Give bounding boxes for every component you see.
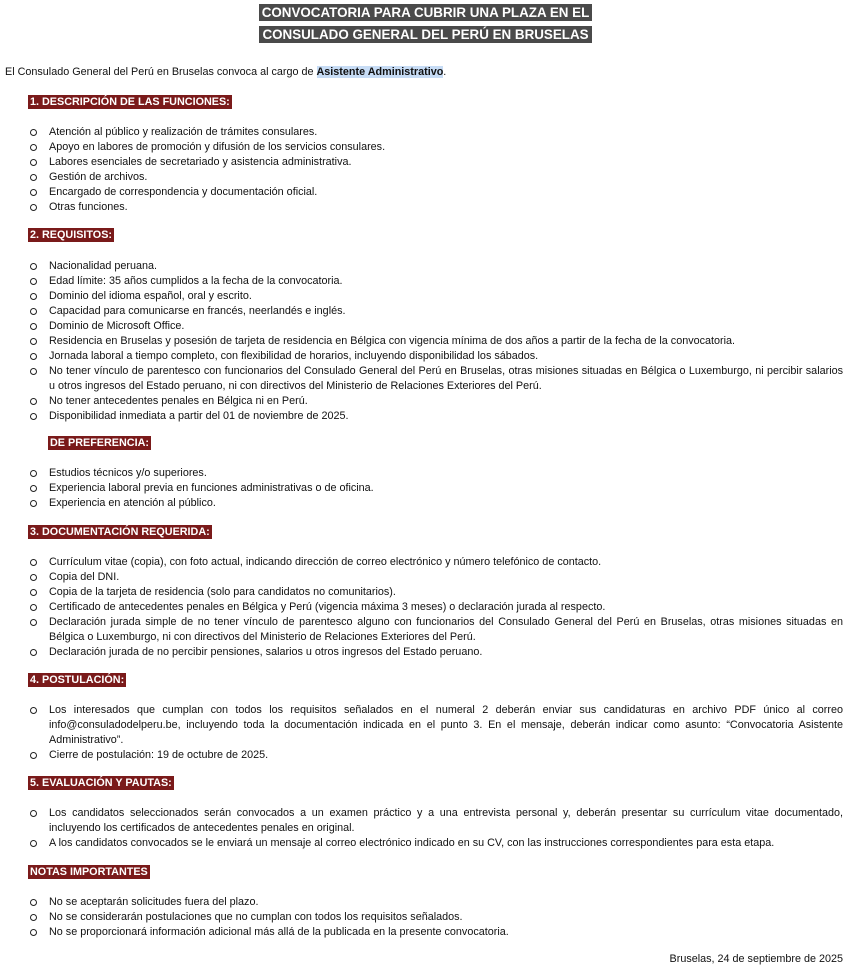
section-heading: NOTAS IMPORTANTES (30, 866, 148, 878)
list-item-text: No se proporcionará información adicional más allá de la publicada en la presente convocatoria. (49, 926, 509, 938)
bullet-list (28, 259, 843, 424)
list-item-text: Certificado de antecedentes penales en Bélgica y Perú (vigencia máxima 3 meses) o declaración jurada al respecto. (49, 601, 606, 613)
section-heading: DE PREFERENCIA: (50, 437, 149, 449)
list-item (28, 185, 843, 200)
list-item-text: Los interesados que cumplan con todos los requisitos señalados en el numeral 2 deberán enviar sus candidaturas en archivo PDF único al correo info@consuladodelperu.be, incluyendo toda la documentación indicada en el punto 3. En el mensaje, deberán indicar como asunto: “Convocatoria Asistente Administrativo”. (49, 704, 843, 746)
list-item (28, 925, 843, 940)
bullet-circle-icon (30, 899, 37, 906)
list-item (28, 600, 843, 615)
intro-paragraph (5, 65, 446, 80)
list-item (28, 319, 843, 334)
bullet-circle-icon (30, 129, 37, 136)
bullet-circle-icon (30, 368, 37, 375)
section-evaluacion (28, 776, 843, 851)
bullet-circle-icon (30, 159, 37, 166)
section-notas (28, 865, 843, 940)
list-item (28, 125, 843, 140)
list-item (28, 394, 843, 409)
list-item (28, 481, 843, 496)
list-item-text: Gestión de archivos. (49, 171, 148, 183)
bullet-circle-icon (30, 413, 37, 420)
list-item-text: Edad límite: 35 años cumplidos a la fecha de la convocatoria. (49, 275, 343, 287)
bullet-circle-icon (30, 338, 37, 345)
bullet-list (28, 895, 843, 940)
section-heading: 5. EVALUACIÓN Y PAUTAS: (30, 777, 172, 789)
list-item (28, 259, 843, 274)
bullet-list (28, 555, 843, 660)
list-item-text: Declaración jurada simple de no tener vínculo de parentesco alguno con funcionarios del Consulado General del Perú en Bruselas, otras misiones situadas en Bélgica o Luxemburgo, ni con directivos del Ministerio de Relaciones Exteriores del Perú. (49, 616, 843, 643)
list-item (28, 615, 843, 645)
list-item-text: Capacidad para comunicarse en francés, neerlandés e inglés. (49, 305, 346, 317)
list-item (28, 570, 843, 585)
list-item-text: Estudios técnicos y/o superiores. (49, 467, 207, 479)
bullet-circle-icon (30, 500, 37, 507)
section-funciones (28, 95, 843, 215)
list-item (28, 170, 843, 185)
bullet-circle-icon (30, 649, 37, 656)
list-item (28, 555, 843, 570)
list-item (28, 364, 843, 394)
list-item-text: Otras funciones. (49, 201, 128, 213)
list-item (28, 466, 843, 481)
bullet-circle-icon (30, 914, 37, 921)
bullet-circle-icon (30, 470, 37, 477)
title-line-1: CONVOCATORIA PARA CUBRIR UNA PLAZA EN EL (259, 4, 593, 21)
list-item-text: Residencia en Bruselas y posesión de tarjeta de residencia en Bélgica con vigencia mínima de dos años a partir de la fecha de la convocatoria. (49, 335, 736, 347)
section-heading: 1. DESCRIPCIÓN DE LAS FUNCIONES: (30, 96, 230, 108)
list-item-text: Apoyo en labores de promoción y difusión de los servicios consulares. (49, 141, 386, 153)
list-item-text: Atención al público y realización de trámites consulares. (49, 126, 318, 138)
bullet-list (28, 806, 843, 851)
list-item-text: No tener vínculo de parentesco con funcionarios del Consulado General del Perú en Bruselas, otras misiones situadas en Bélgica o Luxemburgo, ni percibir salarios u otros ingresos del Estado peruano, ni con directivos del Ministerio de Relaciones Exteriores del Perú. (49, 365, 843, 392)
list-item (28, 304, 843, 319)
list-item-text: Los candidatos seleccionados serán convocados a un examen práctico y a una entrevista personal y, deberán presentar su currículum vitae documentado, incluyendo los certificados de antecedentes penales en original. (49, 807, 843, 834)
closing-date: Bruselas, 24 de septiembre de 2025 (669, 953, 843, 965)
bullet-circle-icon (30, 263, 37, 270)
bullet-circle-icon (30, 308, 37, 315)
section-preferencia (28, 436, 843, 511)
section-heading: 2. REQUISITOS: (30, 229, 112, 241)
bullet-list (28, 466, 843, 511)
list-item-text: Nacionalidad peruana. (49, 260, 158, 272)
list-item (28, 349, 843, 364)
list-item (28, 140, 843, 155)
list-item (28, 703, 843, 748)
intro-text: El Consulado General del Perú en Bruselas convoca al cargo de (5, 66, 317, 78)
bullet-circle-icon (30, 752, 37, 759)
list-item (28, 274, 843, 289)
section-heading: 4. POSTULACIÓN: (30, 674, 125, 686)
list-item-text: No se aceptarán solicitudes fuera del plazo. (49, 896, 259, 908)
list-item-text: A los candidatos convocados se le enviará un mensaje al correo electrónico indicado en su CV, con las instrucciones correspondientes para esta etapa. (49, 837, 775, 849)
bullet-list (28, 703, 843, 763)
list-item (28, 200, 843, 215)
bullet-circle-icon (30, 323, 37, 330)
list-item (28, 806, 843, 836)
list-item-text: Declaración jurada de no percibir pensiones, salarios u otros ingresos del Estado peruano. (49, 646, 483, 658)
list-item-text: Experiencia laboral previa en funciones administrativas o de oficina. (49, 482, 374, 494)
list-item-text: No se considerarán postulaciones que no cumplan con todos los requisitos señalados. (49, 911, 463, 923)
list-item (28, 334, 843, 349)
title-line-2: CONSULADO GENERAL DEL PERÚ EN BRUSELAS (259, 26, 591, 43)
bullet-circle-icon (30, 810, 37, 817)
bullet-circle-icon (30, 144, 37, 151)
bullet-circle-icon (30, 189, 37, 196)
list-item (28, 496, 843, 511)
document-title (0, 4, 851, 44)
position-highlight: Asistente Administrativo (316, 66, 444, 78)
section-documentacion (28, 525, 843, 660)
bullet-list (28, 125, 843, 215)
section-postulacion (28, 673, 843, 763)
list-item-text: Copia de la tarjeta de residencia (solo para candidatos no comunitarios). (49, 586, 396, 598)
bullet-circle-icon (30, 619, 37, 626)
list-item-text: Jornada laboral a tiempo completo, con flexibilidad de horarios, incluyendo disponibilidad los sábados. (49, 350, 539, 362)
bullet-circle-icon (30, 574, 37, 581)
list-item-text: Disponibilidad inmediata a partir del 01 de noviembre de 2025. (49, 410, 349, 422)
section-heading: 3. DOCUMENTACIÓN REQUERIDA: (30, 526, 210, 538)
bullet-circle-icon (30, 589, 37, 596)
list-item (28, 155, 843, 170)
bullet-circle-icon (30, 398, 37, 405)
list-item (28, 289, 843, 304)
list-item (28, 748, 843, 763)
list-item-text: Dominio del idioma español, oral y escrito. (49, 290, 252, 302)
list-item (28, 585, 843, 600)
bullet-circle-icon (30, 174, 37, 181)
list-item (28, 910, 843, 925)
section-requisitos (28, 228, 843, 424)
list-item-text: Cierre de postulación: 19 de octubre de 2025. (49, 749, 269, 761)
bullet-circle-icon (30, 353, 37, 360)
bullet-circle-icon (30, 559, 37, 566)
bullet-circle-icon (30, 707, 37, 714)
list-item (28, 409, 843, 424)
bullet-circle-icon (30, 293, 37, 300)
list-item-text: Experiencia en atención al público. (49, 497, 216, 509)
list-item-text: Encargado de correspondencia y documentación oficial. (49, 186, 318, 198)
bullet-circle-icon (30, 929, 37, 936)
bullet-circle-icon (30, 278, 37, 285)
intro-end: . (443, 66, 447, 78)
list-item (28, 836, 843, 851)
bullet-circle-icon (30, 204, 37, 211)
list-item (28, 895, 843, 910)
list-item-text: Labores esenciales de secretariado y asistencia administrativa. (49, 156, 352, 168)
list-item-text: Dominio de Microsoft Office. (49, 320, 185, 332)
list-item (28, 645, 843, 660)
list-item-text: Copia del DNI. (49, 571, 120, 583)
bullet-circle-icon (30, 604, 37, 611)
bullet-circle-icon (30, 485, 37, 492)
list-item-text: No tener antecedentes penales en Bélgica ni en Perú. (49, 395, 308, 407)
list-item-text: Currículum vitae (copia), con foto actual, indicando dirección de correo electrónico y número telefónico de contacto. (49, 556, 602, 568)
bullet-circle-icon (30, 840, 37, 847)
